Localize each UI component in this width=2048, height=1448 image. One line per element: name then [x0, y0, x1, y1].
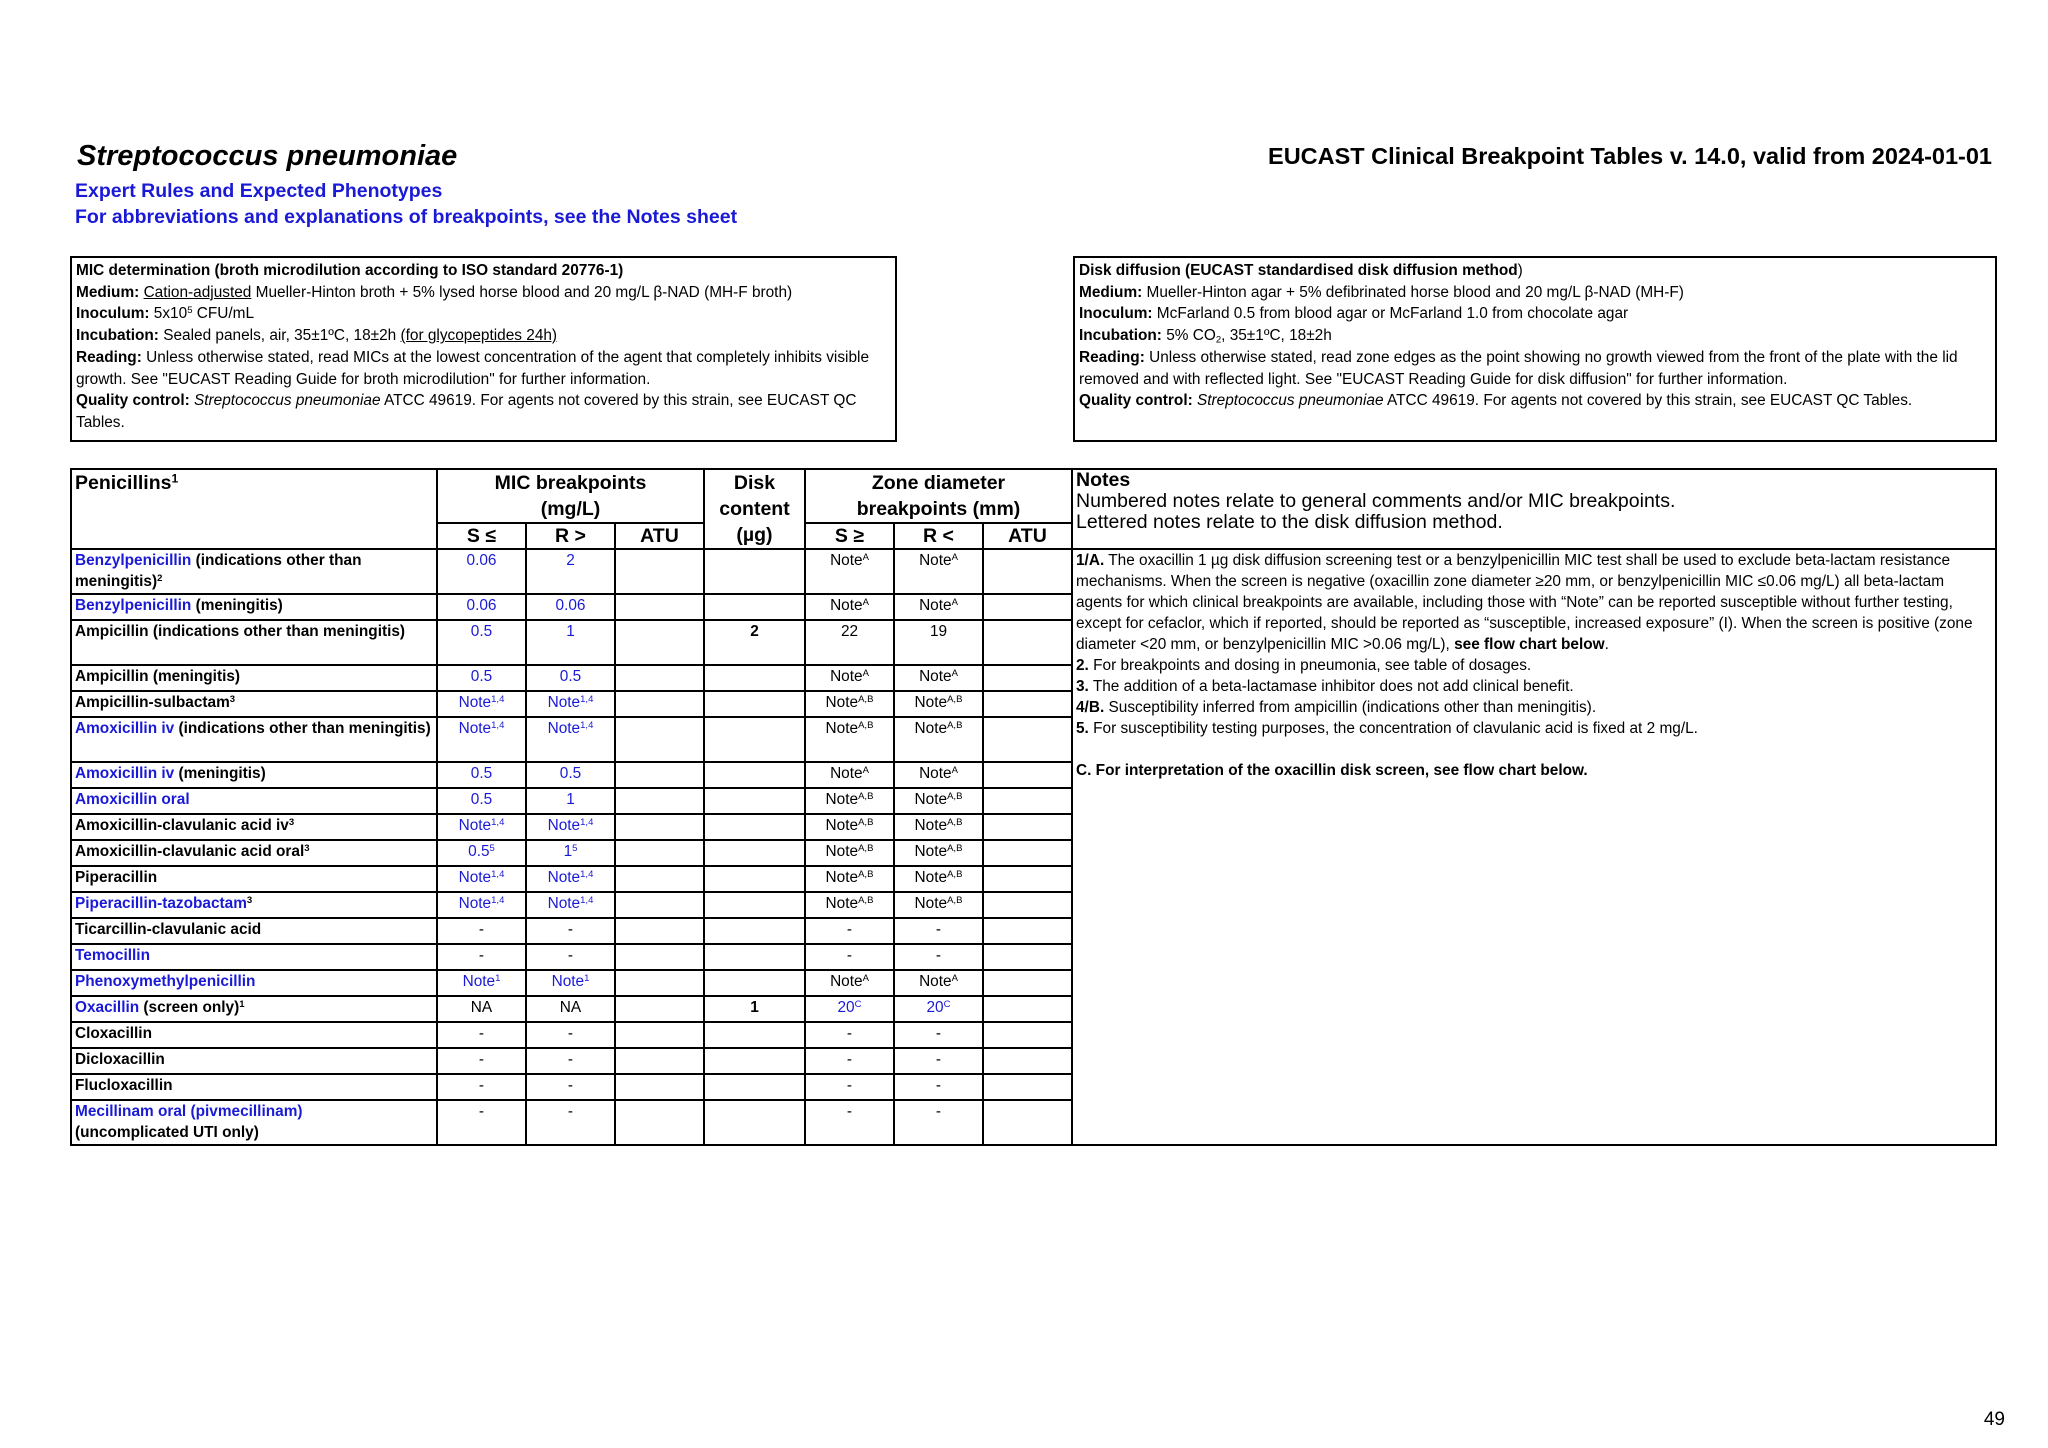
disk-content-value: 2 [704, 620, 805, 665]
group-label: Penicillins$^1$ [71, 469, 437, 549]
agent-name: Amoxicillin-clavulanic acid $iv^3$ [71, 814, 437, 840]
mic-atu-value [615, 549, 704, 594]
note-4b: 4/B. Susceptibility inferred from ampicillin (indications other than meningitis). [1076, 699, 1597, 716]
zone-atu-value [983, 717, 1072, 762]
mic-atu-value [615, 1022, 704, 1048]
mic-atu-value [615, 762, 704, 788]
mic-atu-value [615, 717, 704, 762]
zone-r-value: - [894, 1022, 983, 1048]
disk-inoculum: Inoculum: McFarland 0.5 from blood agar or McFarland 1.0 from chocolate agar [1079, 305, 1629, 323]
zone-s-value: Note$^A$ [805, 665, 894, 691]
mic-atu-value [615, 944, 704, 970]
agent-name: Amoxicillin oral [71, 788, 437, 814]
mic-atu-value [615, 1048, 704, 1074]
zone-s-value: Note$^A$ [805, 970, 894, 996]
note-5: 5. For susceptibility testing purposes, the concentration of clavulanic acid is fixed at 2 mg/L. [1076, 720, 1698, 737]
disk-content-value [704, 866, 805, 892]
zone-r-value: Note$^A$ [894, 549, 983, 594]
mic-atu-value [615, 1074, 704, 1100]
zone-s-value: - [805, 944, 894, 970]
mic-s-value: Note$^{1,4}$ [437, 717, 526, 762]
zone-r-value: 19 [894, 620, 983, 665]
disk-medium: Medium: Mueller-Hinton agar + 5% defibrinated horse blood and 20 mg/L β-NAD (MH-F) [1079, 283, 1684, 301]
disk-content-value [704, 717, 805, 762]
zone-atu-value [983, 918, 1072, 944]
agent-name: Ticarcillin-clavulanic acid [71, 918, 437, 944]
col-s-mic: S ≤ [437, 523, 526, 549]
zone-atu-value [983, 814, 1072, 840]
mic-r-value: Note$^{1,4}$ [526, 892, 615, 918]
zone-r-value: - [894, 1074, 983, 1100]
zone-r-value: Note$^{A,B}$ [894, 866, 983, 892]
zone-s-value: - [805, 918, 894, 944]
zone-atu-value [983, 944, 1072, 970]
zone-s-value: Note$^A$ [805, 762, 894, 788]
disk-content-value [704, 549, 805, 594]
col-r-mic: R > [526, 523, 615, 549]
version-title: EUCAST Clinical Breakpoint Tables v. 14.0, valid from 2024-01-01 [1268, 143, 1992, 169]
zone-s-value: Note$^{A,B}$ [805, 691, 894, 717]
mic-s-value: $0.5^5$ [437, 840, 526, 866]
zone-s-value: Note$^{A,B}$ [805, 840, 894, 866]
mic-r-value: 2 [526, 549, 615, 594]
mic-atu-value [615, 866, 704, 892]
disk-incubation: Incubation: 5% $CO_2$, 35±1ºC, 18±2h [1079, 327, 1332, 346]
zone-s-value: Note$^A$ [805, 594, 894, 620]
col-s-zone: S ≥ [805, 523, 894, 549]
zone-r-value: Note$^{A,B}$ [894, 717, 983, 762]
agent-name: Cloxacillin [71, 1022, 437, 1048]
zone-r-value: Note$^{A,B}$ [894, 788, 983, 814]
zone-s-value: Note$^{A,B}$ [805, 717, 894, 762]
zone-s-value: - [805, 1022, 894, 1048]
zone-r-value: Note$^{A,B}$ [894, 840, 983, 866]
disk-content-value [704, 1074, 805, 1100]
zone-r-value: Note$^{A,B}$ [894, 814, 983, 840]
mic-r-value: 0.5 [526, 665, 615, 691]
note-3: 3. The addition of a beta-lactamase inhibitor does not add clinical benefit. [1076, 678, 1574, 695]
agent-name: Oxacillin (screen only)$^1$ [71, 996, 437, 1022]
zone-s-value: $20^C$ [805, 996, 894, 1022]
zone-atu-value [983, 788, 1072, 814]
zone-s-value: - [805, 1074, 894, 1100]
mic-r-value: NA [526, 996, 615, 1022]
subtitle-abbreviations: For abbreviations and explanations of breakpoints, see the Notes sheet [75, 206, 738, 228]
zone-atu-value [983, 549, 1072, 594]
mic-s-value: Note$^{1,4}$ [437, 892, 526, 918]
agent-name: Dicloxacillin [71, 1048, 437, 1074]
agent-name: Piperacillin [71, 866, 437, 892]
zone-s-value: Note$^{A,B}$ [805, 892, 894, 918]
mic-inoculum: Inoculum: $5x10^5$ CFU/mL [76, 305, 255, 323]
disk-content-value [704, 665, 805, 691]
zone-atu-value [983, 1074, 1072, 1100]
mic-s-value: - [437, 1022, 526, 1048]
zone-r-value: Note$^{A,B}$ [894, 892, 983, 918]
mic-atu-value [615, 788, 704, 814]
mic-s-value: 0.5 [437, 788, 526, 814]
agent-name: Ampicillin (indications other than meningitis) [71, 620, 437, 665]
mic-r-value: - [526, 1100, 615, 1145]
zone-s-value: Note$^{A,B}$ [805, 866, 894, 892]
agent-name: Benzylpenicillin (indications other than meningitis)$^2$ [71, 549, 437, 594]
agent-name: Benzylpenicillin (meningitis) [71, 594, 437, 620]
mic-s-value: Note$^1$ [437, 970, 526, 996]
zone-diameter-header: Zone diameter breakpoints (mm) [805, 469, 1072, 523]
disk-heading: Disk diffusion (EUCAST standardised disk diffusion method) [1079, 262, 1523, 279]
page-number: 49 [1983, 1409, 2005, 1430]
zone-atu-value [983, 866, 1072, 892]
mic-r-value: - [526, 1022, 615, 1048]
mic-s-value: - [437, 1048, 526, 1074]
zone-r-value: - [894, 1048, 983, 1074]
agent-name: Phenoxymethylpenicillin [71, 970, 437, 996]
breakpoint-table [70, 468, 1997, 1146]
zone-atu-value [983, 996, 1072, 1022]
page-title: Streptococcus pneumoniae [77, 140, 458, 172]
mic-atu-value [615, 691, 704, 717]
zone-atu-value [983, 620, 1072, 665]
zone-r-value: Note$^A$ [894, 970, 983, 996]
mic-atu-value [615, 1100, 704, 1145]
zone-r-value: - [894, 1100, 983, 1145]
mic-s-value: 0.06 [437, 594, 526, 620]
zone-r-value: Note$^{A,B}$ [894, 691, 983, 717]
zone-r-value: Note$^A$ [894, 762, 983, 788]
mic-r-value: Note$^{1,4}$ [526, 814, 615, 840]
notes-header: Notes Numbered notes relate to general comments and/or MIC breakpoints. Lettered notes relate to the disk diffusion method. [1072, 469, 1996, 549]
mic-r-value: - [526, 944, 615, 970]
agent-name: Flucloxacillin [71, 1074, 437, 1100]
mic-s-value: - [437, 944, 526, 970]
mic-s-value: Note$^{1,4}$ [437, 866, 526, 892]
disk-content-value [704, 762, 805, 788]
mic-r-value: - [526, 1074, 615, 1100]
mic-atu-value [615, 814, 704, 840]
disk-quality-control: Quality control: Streptococcus pneumoniae ATCC 49619. For agents not covered by this strain, see EUCAST QC Tables. [1079, 392, 1913, 410]
note-2: 2. For breakpoints and dosing in pneumonia, see table of dosages. [1076, 657, 1532, 674]
mic-atu-value [615, 918, 704, 944]
mic-heading: MIC determination (broth microdilution according to ISO standard 20776-1) [76, 262, 624, 279]
agent-name: Ampicillin (meningitis) [71, 665, 437, 691]
mic-r-value: Note$^1$ [526, 970, 615, 996]
mic-r-value: 0.06 [526, 594, 615, 620]
disk-content-value [704, 918, 805, 944]
zone-s-value: - [805, 1100, 894, 1145]
mic-reading: Reading: Unless otherwise stated, read MICs at the lowest concentration of the agent that completely inhibits visible growth. See "EUCAST Reading Guide for broth microdilution" for further information. [76, 348, 869, 388]
disk-content-value [704, 944, 805, 970]
col-r-zone: R < [894, 523, 983, 549]
mic-s-value: - [437, 918, 526, 944]
disk-diffusion-box [1073, 256, 1997, 442]
zone-s-value: - [805, 1048, 894, 1074]
zone-s-value: Note$^{A,B}$ [805, 814, 894, 840]
disk-content-value [704, 970, 805, 996]
mic-s-value: Note$^{1,4}$ [437, 691, 526, 717]
col-atu-mic: ATU [615, 523, 704, 549]
agent-name: Amoxicillin iv (indications other than meningitis) [71, 717, 437, 762]
zone-atu-value [983, 892, 1072, 918]
disk-content-value [704, 1022, 805, 1048]
agent-name: Temocillin [71, 944, 437, 970]
mic-atu-value [615, 996, 704, 1022]
zone-s-value: Note$^A$ [805, 549, 894, 594]
mic-s-value: 0.5 [437, 620, 526, 665]
zone-r-value: $20^C$ [894, 996, 983, 1022]
mic-atu-value [615, 892, 704, 918]
mic-breakpoints-header: MIC breakpoints (mg/L) [437, 469, 704, 523]
table-header-row-1 [71, 469, 1996, 523]
agent-name: Piperacillin-tazobactam$^3$ [71, 892, 437, 918]
mic-r-value: - [526, 918, 615, 944]
mic-r-value: Note$^{1,4}$ [526, 691, 615, 717]
mic-s-value: - [437, 1074, 526, 1100]
mic-r-value: 1 [526, 620, 615, 665]
mic-s-value: Note$^{1,4}$ [437, 814, 526, 840]
agent-name: Mecillinam oral (pivmecillinam) (uncomplicated UTI only) [71, 1100, 437, 1145]
agent-name: Amoxicillin-clavulanic acid oral$^3$ [71, 840, 437, 866]
mic-atu-value [615, 665, 704, 691]
zone-atu-value [983, 970, 1072, 996]
disk-content-value [704, 892, 805, 918]
mic-quality-control: Quality control: Streptococcus pneumoniae ATCC 49619. For agents not covered by this strain, see EUCAST QC Tables. [76, 392, 857, 431]
mic-r-value: - [526, 1048, 615, 1074]
mic-incubation: Incubation: Sealed panels, air, 35±1ºC, 18±2h (for glycopeptides 24h) [76, 327, 558, 345]
zone-atu-value [983, 1100, 1072, 1145]
mic-atu-value [615, 970, 704, 996]
mic-atu-value [615, 620, 704, 665]
agent-name: Amoxicillin iv (meningitis) [71, 762, 437, 788]
disk-content-value [704, 840, 805, 866]
zone-s-value: 22 [805, 620, 894, 665]
zone-r-value: Note$^A$ [894, 594, 983, 620]
agent-name: Ampicillin-sulbactam$^3$ [71, 691, 437, 717]
mic-determination-box [70, 256, 897, 442]
mic-r-value: 0.5 [526, 762, 615, 788]
zone-atu-value [983, 840, 1072, 866]
mic-s-value: - [437, 1100, 526, 1145]
disk-content-value [704, 814, 805, 840]
disk-content-value [704, 691, 805, 717]
mic-s-value: NA [437, 996, 526, 1022]
mic-atu-value [615, 594, 704, 620]
mic-r-value: Note$^{1,4}$ [526, 717, 615, 762]
notes-body [1072, 549, 1996, 1145]
mic-s-value: 0.06 [437, 549, 526, 594]
zone-r-value: - [894, 944, 983, 970]
mic-s-value: 0.5 [437, 665, 526, 691]
zone-s-value: Note$^{A,B}$ [805, 788, 894, 814]
note-c: C. For interpretation of the oxacillin disk screen, see flow chart below. [1076, 762, 1588, 779]
subtitle-expert-rules: Expert Rules and Expected Phenotypes [75, 180, 443, 202]
disk-content-value [704, 594, 805, 620]
disk-content-value: 1 [704, 996, 805, 1022]
zone-atu-value [983, 1022, 1072, 1048]
zone-atu-value [983, 665, 1072, 691]
mic-r-value: $1^5$ [526, 840, 615, 866]
zone-atu-value [983, 691, 1072, 717]
mic-medium: Medium: Cation-adjusted Mueller-Hinton broth + 5% lysed horse blood and 20 mg/L β-NAD (MH-F broth) [76, 283, 793, 301]
mic-s-value: 0.5 [437, 762, 526, 788]
disk-content-value [704, 788, 805, 814]
col-atu-zone: ATU [983, 523, 1072, 549]
mic-r-value: Note$^{1,4}$ [526, 866, 615, 892]
table-row [71, 549, 1996, 594]
zone-atu-value [983, 1048, 1072, 1074]
zone-atu-value [983, 594, 1072, 620]
disk-content-header: Disk content (µg) [704, 469, 805, 549]
zone-atu-value [983, 762, 1072, 788]
disk-reading: Reading: Unless otherwise stated, read zone edges as the point showing no growth viewed from the front of the plate with the lid removed and with reflected light. See "EUCAST Reading Guide for disk diffusion" for further information. [1079, 348, 1958, 388]
note-1a: 1/A. The oxacillin 1 µg disk diffusion screening test or a benzylpenicillin MIC test shall be used to exclude beta-lactam resistance mechanisms. When the screen is negative (oxacillin zone diameter ≥20 mm, or benzylpenicillin MIC ≤0.06 mg/L) all beta-lactam agents for which clinical breakpoints are available, including those with “Note” can be reported susceptible without further testing, except for cefaclor, which if reported, should be reported as “susceptible, increased exposure” (I). When the screen is positive (zone diameter <20 mm, or benzylpenicillin MIC >0.06 mg/L), see flow chart below. [1076, 552, 1973, 653]
disk-content-value [704, 1048, 805, 1074]
zone-r-value: - [894, 918, 983, 944]
mic-r-value: 1 [526, 788, 615, 814]
zone-r-value: Note$^A$ [894, 665, 983, 691]
disk-content-value [704, 1100, 805, 1145]
mic-atu-value [615, 840, 704, 866]
